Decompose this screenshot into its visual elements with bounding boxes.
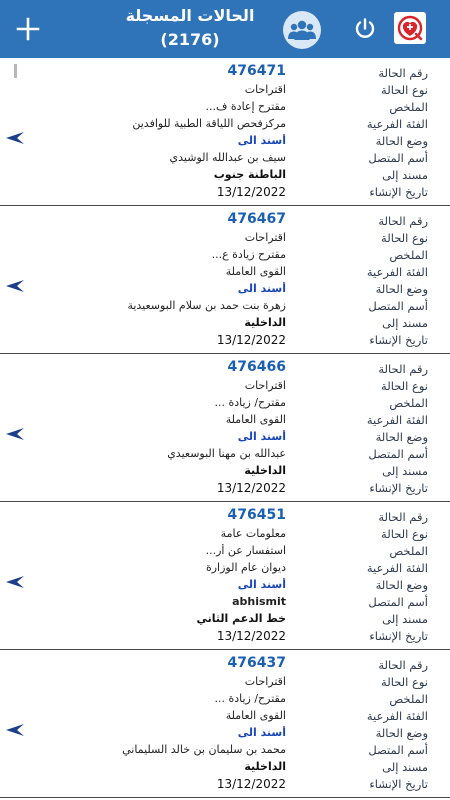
case-number-row [0,655,450,675]
caller-name-row [0,447,450,464]
case-type-value: معلومات عامة [220,527,286,540]
sub-category-row [0,709,450,726]
created-date-label: تاريخ الإنشاء [369,185,428,199]
case-open-button[interactable] [5,278,25,292]
caller-name-row [0,299,450,316]
case-open-button[interactable] [5,130,25,144]
summary-value: مقترح زيادة ع... [211,248,286,261]
add-case-button[interactable] [8,9,48,49]
case-status-row [0,430,450,447]
created-date-label: تاريخ الإنشاء [369,629,428,643]
sub-category-row [0,413,450,430]
summary-row [0,100,450,117]
app-header [0,0,450,58]
case-status-value: أسند الى [237,578,286,591]
caller-name-value: abhismit [232,595,286,608]
arrow-left-icon [5,279,25,293]
case-status-value: أسند الى [237,134,286,147]
case-open-button[interactable] [5,722,25,736]
created-date-row [0,777,450,794]
case-type-label: نوع الحالة [381,83,428,97]
case-type-row [0,675,450,692]
case-open-button[interactable] [5,574,25,588]
created-date-label: تاريخ الإنشاء [369,777,428,791]
sub-category-value: القوى العاملة [225,413,286,426]
caller-name-label: أسم المتصل [368,151,428,165]
case-number-label: رقم الحالة [378,66,428,80]
assigned-to-row [0,168,450,185]
sub-category-label: الفئة الفرعية [366,265,428,279]
caller-name-row [0,743,450,760]
assigned-to-value: الداخلية [244,316,286,329]
created-date-value: 13/12/2022 [216,333,286,347]
created-date-value: 13/12/2022 [216,185,286,199]
created-date-row [0,185,450,202]
created-date-value: 13/12/2022 [216,777,286,791]
case-card[interactable] [0,650,450,798]
case-card[interactable] [0,354,450,502]
case-type-value: اقتراحات [244,379,286,392]
case-number-value: 476451 [227,507,286,523]
case-type-row [0,527,450,544]
case-number-value: 476471 [227,63,286,79]
case-number-row [0,507,450,527]
caller-name-label: أسم المتصل [368,299,428,313]
created-date-row [0,481,450,498]
case-status-label: وضع الحالة [375,578,428,592]
case-card[interactable] [0,206,450,354]
caller-name-label: أسم المتصل [368,595,428,609]
assigned-to-row [0,316,450,333]
case-status-row [0,578,450,595]
arrow-left-icon [5,131,25,145]
case-type-label: نوع الحالة [381,231,428,245]
case-list[interactable] [0,58,450,800]
summary-label: الملخص [389,100,428,114]
assigned-to-label: مسند إلى [382,316,428,330]
created-date-value: 13/12/2022 [216,481,286,495]
assigned-to-label: مسند إلى [382,612,428,626]
summary-value: مقترح/ زيادة ... [214,396,286,409]
arrow-left-icon [5,575,25,589]
sub-category-label: الفئة الفرعية [366,709,428,723]
case-status-row [0,134,450,151]
case-number-row [0,359,450,379]
case-number-label: رقم الحالة [378,510,428,524]
case-open-button[interactable] [5,426,25,440]
case-type-value: اقتراحات [244,231,286,244]
case-status-label: وضع الحالة [375,134,428,148]
case-status-row [0,282,450,299]
assigned-to-label: مسند إلى [382,464,428,478]
arrow-left-icon [5,427,25,441]
created-date-value: 13/12/2022 [216,629,286,643]
caller-name-label: أسم المتصل [368,743,428,757]
case-status-label: وضع الحالة [375,726,428,740]
summary-row [0,544,450,561]
case-card[interactable] [0,502,450,650]
case-status-value: أسند الى [237,726,286,739]
case-card[interactable] [0,58,450,206]
sub-category-value: القوى العاملة [225,265,286,278]
case-number-label: رقم الحالة [378,362,428,376]
sub-category-row [0,265,450,282]
caller-name-label: أسم المتصل [368,447,428,461]
summary-label: الملخص [389,544,428,558]
caller-name-value: عبدالله بن مهنا البوسعيدي [167,447,286,460]
case-number-value: 476437 [227,655,286,671]
case-number-value: 476466 [227,359,286,375]
logout-button[interactable] [345,9,385,49]
page-title-text: الحالات المسجلة [125,6,255,25]
assigned-to-value: الداخلية [244,760,286,773]
sub-category-value: القوى العاملة [225,709,286,722]
arrow-left-icon [5,723,25,737]
case-count: (2176) [160,30,220,49]
assigned-to-row [0,760,450,777]
summary-value: استفسار عن أر... [205,544,286,557]
summary-label: الملخص [389,692,428,706]
case-number-value: 476467 [227,211,286,227]
case-number-row [0,63,450,83]
assigned-to-value: خط الدعم الثاني [196,612,286,625]
sub-category-label: الفئة الفرعية [366,561,428,575]
sub-category-label: الفئة الفرعية [366,413,428,427]
sub-category-label: الفئة الفرعية [366,117,428,131]
summary-row [0,248,450,265]
created-date-label: تاريخ الإنشاء [369,481,428,495]
assigned-to-label: مسند إلى [382,168,428,182]
caller-name-row [0,151,450,168]
summary-label: الملخص [389,248,428,262]
power-icon [353,17,377,41]
case-type-label: نوع الحالة [381,527,428,541]
case-type-label: نوع الحالة [381,379,428,393]
case-number-label: رقم الحالة [378,658,428,672]
page-title [110,4,270,52]
created-date-row [0,629,450,646]
case-type-row [0,231,450,248]
case-type-value: اقتراحات [244,675,286,688]
sub-category-value: ديوان عام الوزارة [205,561,286,574]
case-type-value: اقتراحات [244,83,286,96]
users-group-button[interactable] [283,11,321,49]
created-date-row [0,333,450,350]
summary-value: مقترح إعادة ف... [205,100,286,113]
users-group-icon [287,19,317,41]
assigned-to-row [0,464,450,481]
assigned-to-value: الداخلية [244,464,286,477]
case-number-label: رقم الحالة [378,214,428,228]
summary-row [0,396,450,413]
created-date-label: تاريخ الإنشاء [369,333,428,347]
assigned-to-label: مسند إلى [382,760,428,774]
case-type-row [0,379,450,396]
assigned-to-value: الباطنة جنوب [213,168,286,181]
case-type-row [0,83,450,100]
case-status-label: وضع الحالة [375,430,428,444]
caller-name-row [0,595,450,612]
summary-row [0,692,450,709]
sub-category-row [0,561,450,578]
caller-name-value: سيف بن عبدالله الوشيدي [169,151,286,164]
case-status-value: أسند الى [237,430,286,443]
assigned-to-row [0,612,450,629]
case-type-label: نوع الحالة [381,675,428,689]
app-logo-icon [394,12,426,44]
sub-category-row [0,117,450,134]
caller-name-value: زهرة بنت حمد بن سلام البوسعيدية [127,299,286,312]
case-number-row [0,211,450,231]
case-status-row [0,726,450,743]
sub-category-value: مركزفحص اللياقة الطبية للوافدين [132,117,286,130]
case-status-label: وضع الحالة [375,282,428,296]
plus-icon [16,17,40,41]
caller-name-value: محمد بن سليمان بن خالد السليماني [122,743,286,756]
summary-value: مقترح/ زيادة ... [214,692,286,705]
case-status-value: أسند الى [237,282,286,295]
summary-label: الملخص [389,396,428,410]
